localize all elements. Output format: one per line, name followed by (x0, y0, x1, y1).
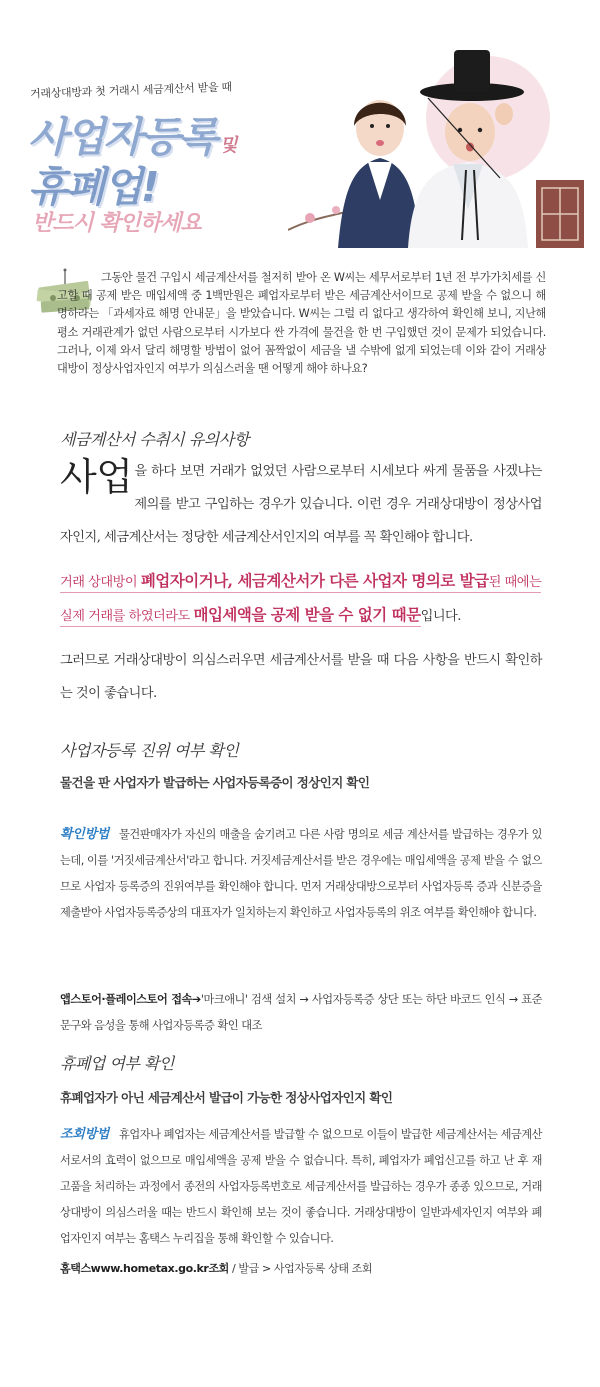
title-business-registration: 사업자등록 (28, 113, 217, 161)
app-instructions (60, 987, 542, 1039)
app-store-label: 앱스토어·플레이스토어 접속 (60, 993, 192, 1006)
warning-highlight-2: 매입세액을 공제 받을 수 없기 때문 (193, 605, 421, 624)
section1-body-text: 을 하다 보면 거래가 없었던 사람으로부터 시세보다 싸게 물품을 사겠냐는 제의를 받고 구입하는 경우가 있습니다. 이런 경우 거래상대방이 정상사업자인지, 세금계산서는 정당한 세금계산서인지의 여부를 꼭 확인해야 합니다. (60, 464, 542, 545)
app-instructions-text: '마크애니' 검색 설치 → 사업자등록증 상단 또는 하단 바코드 인식 → 표준문구와 음성을 통해 사업자등록증 확인 대조 (60, 993, 542, 1032)
section1-title: 세금계산서 수취시 유의사항 (60, 430, 249, 449)
hometax-reference (60, 1260, 372, 1276)
header-subtitle: 거래상대방과 첫 거래시 세금계산서 받을 때 (29, 80, 233, 101)
section3-title: 휴폐업 여부 확인 (60, 1054, 174, 1073)
arrow-right-icon: ➔ (191, 993, 201, 1006)
title-and: 및 (220, 135, 236, 156)
section2-title: 사업자등록 진위 여부 확인 (60, 741, 239, 760)
section1-body (60, 455, 542, 554)
warning-highlight-1: 폐업자이거나, 세금계산서가 다른 사업자 명의로 발급 (140, 571, 489, 590)
section3-subtitle: 휴폐업자가 아닌 세금계산서 발급이 가능한 정상사업자인지 확인 (60, 1090, 393, 1105)
intro-text: 그동안 물건 구입시 세금계산서를 철저히 받아 온 W씨는 세무서로부터 1년 전 부가가치세를 신고할 때 공제 받은 매입세액 중 1백만원은 폐업자로부터 받은 세금계산서이므로 공제 받을 수 없으니 해명하라는 「과세자료 해명 안내문」을 받았습니다. W씨는 그럴 리 없다고 생각하여 확인해 보니, 지난해 평소 거래관계가 없던 사람으로부터 시가보다 싼 가격에 물건을 한 번 구입했던 것이 문제가 되었습니다. 그러나, 이제 와서 달리 해명할 방법이 없어 꼼짝없이 세금을 낼 수밖에 없게 되었는데 이와 같이 거래상대방이 정상사업자인지 여부가 의심스러울 땐 어떻게 해야 하나요? (57, 271, 546, 376)
section1-warning (60, 565, 545, 633)
lookup-label: 조회방법 (60, 1127, 110, 1142)
warning-part-c: 된 때에는 실제 거래를 하였더라도 (60, 575, 542, 624)
intro-paragraph (57, 269, 546, 378)
header-title-line3: 반드시 확인하세요 (32, 211, 201, 236)
hometax-path: / 발급 > 사업자등록 상태 조회 (232, 1262, 373, 1275)
section1-conclusion: 그러므로 거래상대방이 의심스러우면 세금계산서를 받을 때 다음 사항을 반드시 확인하는 것이 좋습니다. (60, 653, 542, 701)
section2-body (60, 822, 542, 926)
section3-body (60, 1122, 542, 1252)
warning-part-a: 거래 상대방이 (60, 575, 141, 590)
warning-tail: 입니다. (420, 609, 461, 624)
section2-subtitle: 물건을 판 사업자가 발급하는 사업자등록증이 정상인지 확인 (60, 775, 370, 790)
hometax-link[interactable]: 홈택스www.hometax.go.kr조회 (60, 1262, 229, 1275)
method-label: 확인방법 (60, 827, 110, 842)
drop-cap: 사업 (60, 455, 133, 499)
section2-body-text: 물건판매자가 자신의 매출을 숨기려고 다른 사람 명의로 세금 계산서를 발급하는 경우가 있는데, 이를 '거짓세금계산서'라고 합니다. 거짓세금계산서를 받은 경우에는 매입세액을 공제 받을 수 없으므로 사업자 등록증의 진위여부를 확인해야 합니다. 먼저 거래상대방으로부터 사업자등록 증과 신분증을 제출받아 사업자등록증상의 대표자가 일치하는지 확인하고 사업자등록의 위조 여부를 확인해야 합니다. (60, 828, 542, 919)
section3-body-text: 휴업자나 폐업자는 세금계산서를 발급할 수 없으므로 이들이 발급한 세금계산서는 세금계산서로서의 효력이 없으므로 매입세액을 공제 받을 수 없습니다. 특히, 폐업자가 폐업신고를 하고 난 후 재고품을 처리하는 과정에서 종전의 사업자등록번호로 세금계산서를 발급하는 경우가 종종 있으므로, 거래상대방이 의심스러울 때는 반드시 확인해 보는 것이 좋습니다. 거래상대방이 일반과세자인지 여부와 폐업자인지 여부는 홈택스 누리집을 통해 확인할 수 있습니다. (60, 1128, 542, 1245)
hero-illustration (288, 40, 588, 248)
header-title-line2: 휴폐업! (28, 163, 158, 211)
